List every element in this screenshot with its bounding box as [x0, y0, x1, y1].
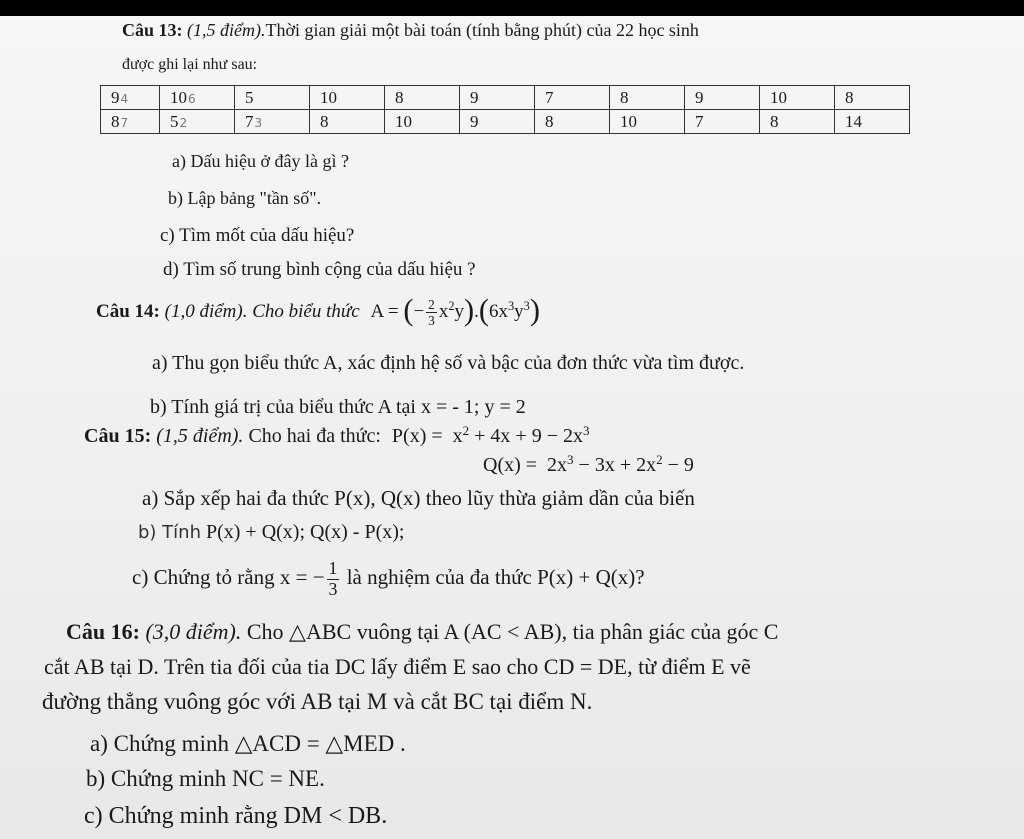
table-cell: 9: [460, 86, 535, 110]
table-cell: 5: [235, 86, 310, 110]
top-black-bar: [0, 0, 1024, 16]
table-cell: 14: [835, 110, 910, 134]
q15-part-a: a) Sắp xếp hai đa thức P(x), Q(x) theo lũy thừa giảm dần của biến: [142, 486, 695, 510]
q15-line-1: [84, 422, 590, 448]
table-cell: 94: [101, 86, 160, 110]
q13-part-b: b) Lập bảng "tần số".: [168, 188, 322, 208]
table-cell: 8: [835, 86, 910, 110]
table-cell: 8: [535, 110, 610, 134]
q16-part-b: b) Chứng minh NC = NE.: [86, 766, 325, 791]
q13-part-a: a) Dấu hiệu ở đây là gì ?: [172, 151, 349, 171]
q14-title: Câu 14:: [96, 301, 160, 322]
table-cell: 7: [535, 86, 610, 110]
q15-poly-q: $Q(x) = 2x^3 - 3x + 2x^2 - 9$: [483, 451, 694, 476]
table-cell: 10: [610, 110, 685, 134]
table-cell: 87: [101, 110, 160, 134]
table-cell: 10: [385, 110, 460, 134]
q16-points: (3,0 điểm).: [145, 619, 242, 644]
table-cell: 9: [685, 86, 760, 110]
q14-expression: A = (− $\frac{2}{3}$ $x^2y).(6x^3y^3)$: [370, 293, 540, 329]
table-cell: 73: [235, 110, 310, 134]
q16-title: Câu 16:: [66, 619, 140, 644]
q15-text: Cho hai đa thức:: [248, 425, 381, 447]
data-table: [100, 85, 910, 134]
table-cell: 52: [160, 110, 235, 134]
q16-line-1: [66, 619, 778, 645]
q15-part-b: b) Tính P(x) + Q(x); Q(x) - P(x);: [138, 521, 405, 543]
table-cell: 8: [610, 86, 685, 110]
q15-poly-p: $P(x) = x^2 + 4x + 9 - 2x^3$: [391, 422, 590, 447]
q13-points: (1,5 điểm).: [187, 20, 266, 40]
table-cell: 106: [160, 86, 235, 110]
table-cell: 10: [760, 86, 835, 110]
table-row: [101, 110, 910, 134]
q15-x-value: x = − $\frac{1}{3}$: [279, 558, 338, 599]
q13-title: Câu 13:: [122, 20, 183, 40]
q13-text1: Thời gian giải một bài toán (tính bằng phút) của 22 học sinh: [265, 20, 699, 40]
q14-points: (1,0 điểm).: [164, 301, 248, 322]
table-row: [101, 86, 910, 110]
table-cell: 8: [760, 110, 835, 134]
q15-points: (1,5 điểm).: [156, 425, 244, 447]
q13-part-d: d) Tìm số trung bình cộng của dấu hiệu ?: [163, 259, 476, 280]
q14-part-b: b) Tính giá trị của biểu thức A tại x = - 1; y = 2: [150, 396, 526, 418]
q13-part-c: c) Tìm mốt của dấu hiệu?: [160, 225, 355, 246]
table-cell: 8: [310, 110, 385, 134]
q14-part-a: a) Thu gọn biểu thức A, xác định hệ số và bậc của đơn thức vừa tìm được.: [152, 352, 745, 374]
q16-line-2: cắt AB tại D. Trên tia đối của tia DC lấy điểm E sao cho CD = DE, từ điểm E vẽ: [44, 654, 751, 679]
q16-part-a: a) Chứng minh △ACD = △MED .: [90, 731, 406, 756]
q15-part-c: c) Chứng tỏ rằng x = − $\frac{1}{3}$ là nghiệm của đa thức P(x) + Q(x)?: [132, 558, 645, 599]
q14-text: Cho biểu thức: [252, 301, 360, 322]
q16-line-3: đường thẳng vuông góc với AB tại M và cắt BC tại điểm N.: [42, 689, 593, 714]
table-cell: 8: [385, 86, 460, 110]
q13-line-1: [122, 20, 699, 41]
q16-part-c: c) Chứng minh rằng DM < DB.: [84, 803, 388, 829]
table-cell: 9: [460, 110, 535, 134]
q15-title: Câu 15:: [84, 425, 152, 447]
q13-line-2: được ghi lại như sau:: [122, 56, 258, 73]
q14-line-1: [96, 293, 540, 328]
table-cell: 10: [310, 86, 385, 110]
table-cell: 7: [685, 110, 760, 134]
q16-line1-text: Cho △ABC vuông tại A (AC < AB), tia phân giác của góc C: [246, 619, 779, 644]
